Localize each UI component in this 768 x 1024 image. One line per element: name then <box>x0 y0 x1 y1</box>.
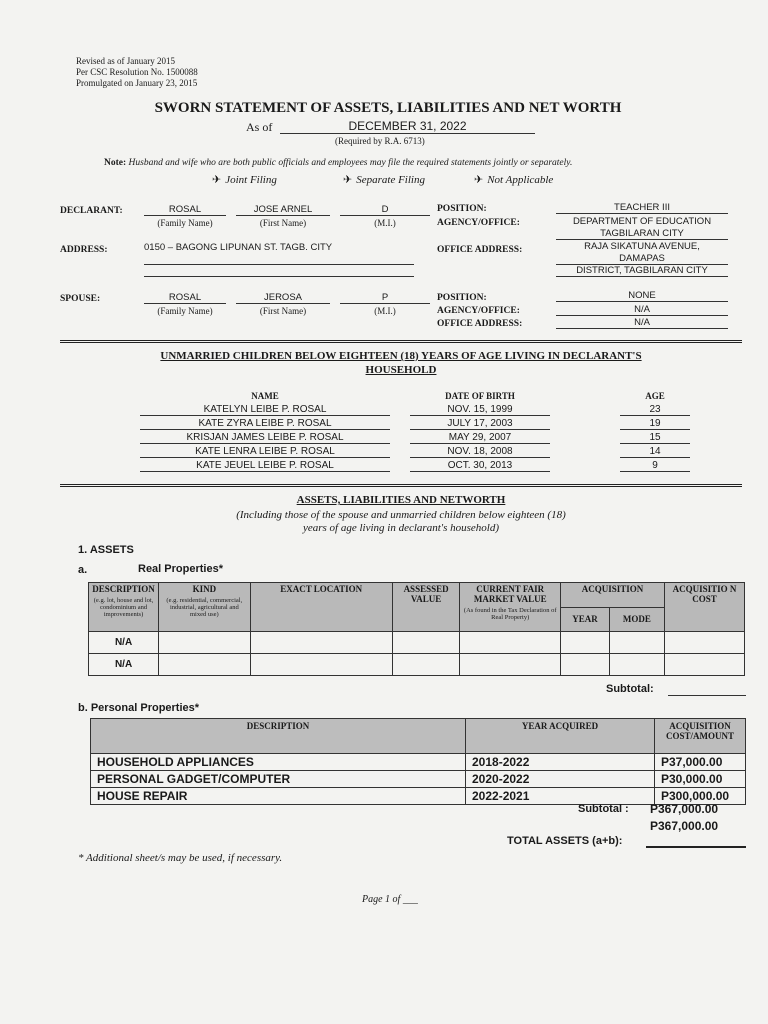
real-properties-label: Real Properties* <box>138 563 223 575</box>
rp-col-kind <box>159 583 250 632</box>
declarant-first-name: JOSE ARNEL <box>236 204 330 216</box>
declarant-position: TEACHER III <box>556 202 728 214</box>
children-heading-2: HOUSEHOLD <box>365 364 437 376</box>
filing-separate-label: Separate Filing <box>356 174 425 186</box>
child-dob: OCT. 30, 2013 <box>410 460 550 472</box>
spouse-office-address-label: OFFICE ADDRESS: <box>437 319 523 329</box>
required-by: (Required by R.A. 6713) <box>335 136 425 146</box>
rp-col-location: EXACT LOCATION <box>250 583 392 632</box>
office-address-label: OFFICE ADDRESS: <box>437 245 523 255</box>
filing-not-applicable <box>474 173 553 186</box>
declarant-agency-2: TAGBILARAN CITY <box>556 228 728 240</box>
declarant-label: DECLARANT: <box>60 206 123 216</box>
declarant-mi: D <box>340 204 430 216</box>
spouse-position-label: POSITION: <box>437 293 487 303</box>
child-age: 23 <box>620 404 690 416</box>
table-row <box>91 754 746 771</box>
divider <box>60 340 742 343</box>
total-assets-label: TOTAL ASSETS (a+b): <box>507 835 623 847</box>
office-address-3: DISTRICT, TAGBILARAN CITY <box>556 265 728 277</box>
children-col-name: NAME <box>251 391 279 401</box>
child-name: KATE ZYRA LEIBE P. ROSAL <box>140 418 390 430</box>
pp-year: 2020-2022 <box>466 771 655 788</box>
rp-col-acquisition: ACQUISITION <box>561 583 665 608</box>
child-name: KATE LENRA LEIBE P. ROSAL <box>140 446 390 458</box>
plane-icon: ✈ <box>343 173 353 186</box>
plane-icon: ✈ <box>212 173 222 186</box>
table-row <box>89 632 745 654</box>
child-dob: NOV. 18, 2008 <box>410 446 550 458</box>
as-of-date: DECEMBER 31, 2022 <box>280 119 535 134</box>
rp-description: N/A <box>89 654 159 676</box>
rp-col-assessed: ASSESSED VALUE <box>392 583 460 632</box>
divider <box>60 484 742 487</box>
total-assets-value: P367,000.00 <box>650 819 719 833</box>
personal-properties-table <box>90 718 746 805</box>
pp-description: HOUSE REPAIR <box>91 788 466 805</box>
pp-description: PERSONAL GADGET/COMPUTER <box>91 771 466 788</box>
footnote: * Additional sheet/s may be used, if necessary. <box>78 852 283 864</box>
rp-col-cost: ACQUISITIO N COST <box>664 583 744 632</box>
filing-na-label: Not Applicable <box>487 174 554 186</box>
office-address-1: RAJA SIKATUNA AVENUE, <box>584 241 700 252</box>
address-label: ADDRESS: <box>60 245 108 255</box>
real-subtotal-line <box>668 695 746 696</box>
declarant-agency-1: DEPARTMENT OF EDUCATION <box>572 216 712 227</box>
total-assets-line <box>646 846 746 848</box>
address-extra-line <box>144 276 414 277</box>
filing-joint <box>212 173 277 186</box>
rp-col-description <box>89 583 159 632</box>
children-col-dob: DATE OF BIRTH <box>445 391 515 401</box>
position-label: POSITION: <box>437 204 487 214</box>
declarant-first-caption: (First Name) <box>259 218 307 228</box>
pp-description: HOUSEHOLD APPLIANCES <box>91 754 466 771</box>
child-dob: JULY 17, 2003 <box>410 418 550 430</box>
rp-col-description-note: (e.g. lot, house and lot, condominium and improvements) <box>93 597 154 618</box>
filing-joint-label: Joint Filing <box>225 174 277 186</box>
child-dob: MAY 29, 2007 <box>410 432 550 444</box>
pp-cost: P37,000.00 <box>655 754 746 771</box>
spouse-office-address: N/A <box>556 317 728 329</box>
rp-col-description-label: DESCRIPTION <box>92 584 155 594</box>
real-letter: a. <box>78 564 88 576</box>
rp-description: N/A <box>89 632 159 654</box>
spouse-agency: N/A <box>556 304 728 316</box>
pp-cost: P300,000.00 <box>655 788 746 805</box>
table-row <box>89 654 745 676</box>
note-label: Note: <box>104 158 127 168</box>
declarant-mi-caption: (M.I.) <box>374 218 396 228</box>
agency-label: AGENCY/OFFICE: <box>437 218 520 228</box>
personal-subtotal-label: Subtotal : <box>578 803 629 815</box>
document-title: SWORN STATEMENT OF ASSETS, LIABILITIES AND NET WORTH <box>154 100 622 116</box>
child-dob: NOV. 15, 1999 <box>410 404 550 416</box>
real-properties-table <box>88 582 745 676</box>
pp-col-cost-2: COST/AMOUNT <box>665 731 734 741</box>
spouse-label: SPOUSE: <box>60 294 101 304</box>
spouse-mi: P <box>340 292 430 304</box>
rp-col-fair-value <box>460 583 561 632</box>
child-name: KRISJAN JAMES LEIBE P. ROSAL <box>140 432 390 444</box>
declarant-family-name: ROSAL <box>144 204 226 216</box>
resolution-line: Per CSC Resolution No. 1500088 <box>76 67 198 77</box>
spouse-position: NONE <box>556 290 728 302</box>
child-age: 9 <box>620 460 690 472</box>
note <box>104 158 704 168</box>
pp-year: 2022-2021 <box>466 788 655 805</box>
spouse-mi-caption: (M.I.) <box>374 306 396 316</box>
child-age: 14 <box>620 446 690 458</box>
spouse-family-name: ROSAL <box>144 292 226 304</box>
child-name: KATE JEUEL LEIBE P. ROSAL <box>140 460 390 472</box>
rp-col-fair-label: CURRENT FAIR MARKET VALUE <box>473 584 547 604</box>
revision-block <box>76 56 198 89</box>
rp-col-year: YEAR <box>561 607 610 632</box>
office-address-2: DAMAPAS <box>556 253 728 265</box>
rp-col-kind-label: KIND <box>192 584 217 594</box>
children-col-age: AGE <box>645 391 665 401</box>
assets-heading: 1. ASSETS <box>78 544 134 556</box>
pp-year: 2018-2022 <box>466 754 655 771</box>
child-age: 19 <box>620 418 690 430</box>
personal-subtotal: P367,000.00 <box>650 802 719 816</box>
plane-icon: ✈ <box>474 173 484 186</box>
real-subtotal-label: Subtotal: <box>606 683 654 695</box>
spouse-first-name: JEROSA <box>236 292 330 304</box>
alnw-heading: ASSETS, LIABILITIES AND NETWORTH <box>296 494 506 506</box>
table-row <box>91 771 746 788</box>
spouse-family-caption: (Family Name) <box>157 306 213 316</box>
rp-col-mode: MODE <box>609 607 664 632</box>
pp-col-cost <box>655 719 746 754</box>
page-number: Page 1 of ___ <box>362 894 418 905</box>
spouse-agency-label: AGENCY/OFFICE: <box>437 306 520 316</box>
personal-properties-label: b. Personal Properties* <box>78 702 200 714</box>
table-row <box>91 788 746 805</box>
pp-col-description: DESCRIPTION <box>91 719 466 754</box>
child-name: KATELYN LEIBE P. ROSAL <box>140 404 390 416</box>
promulgated-line: Promulgated on January 23, 2015 <box>76 78 198 88</box>
pp-col-cost-1: ACQUISITION <box>669 721 731 731</box>
as-of-label: As of <box>246 120 273 134</box>
declarant-family-caption: (Family Name) <box>157 218 213 228</box>
filing-separate <box>343 173 425 186</box>
pp-cost: P30,000.00 <box>655 771 746 788</box>
alnw-sub-2: years of age living in declarant's household) <box>302 522 500 534</box>
pp-col-year: YEAR ACQUIRED <box>466 719 655 754</box>
children-heading-1: UNMARRIED CHILDREN BELOW EIGHTEEN (18) YEARS OF AGE LIVING IN DECLARANT'S <box>160 350 642 362</box>
note-text: Husband and wife who are both public officials and employees may file the required statements jointly or separately. <box>128 158 573 168</box>
revised-line: Revised as of January 2015 <box>76 56 175 66</box>
child-age: 15 <box>620 432 690 444</box>
rp-col-fair-note: (As found in the Tax Declaration of Real Property) <box>463 607 557 621</box>
spouse-first-caption: (First Name) <box>259 306 307 316</box>
declarant-address: 0150 – BAGONG LIPUNAN ST. TAGB. CITY <box>144 242 414 265</box>
rp-col-kind-note: (e.g. residential, commercial, industrial, agricultural and mixed use) <box>166 597 243 618</box>
alnw-sub-1: (Including those of the spouse and unmarried children below eighteen (18) <box>236 509 566 521</box>
